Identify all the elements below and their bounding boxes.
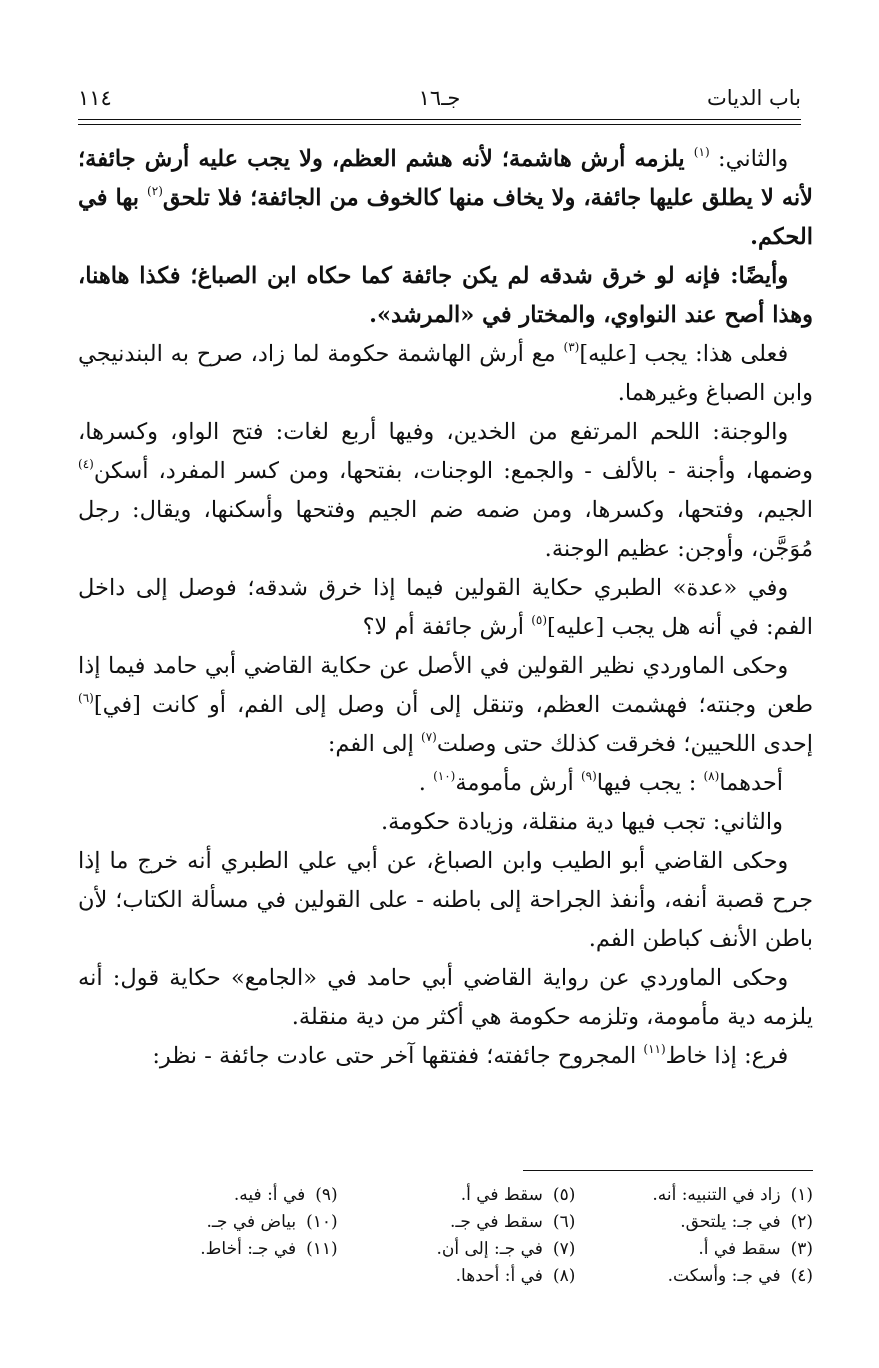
paragraph-6: وحكى الماوردي نظير القولين في الأصل عن حكاية القاضي أبي حامد فيما إذا طعن وجنته؛ فهشمت العظم، وتنقل إلى أن وصل إلى الفم، أو كانت [في]$^{(٦)}$ إحدى اللحيين؛ فخرقت كذلك حتى وصلت$^{(٧)}$ إلى الفم: <box>78 653 813 757</box>
header-rule-bottom <box>78 124 801 125</box>
paragraph-2: وأيضًا: فإنه لو خرق شدقه لم يكن جائفة كما حكاه ابن الصباغ؛ فكذا هاهنا، وهذا أصح عند النواوي، والمختار في «المرشد». <box>78 263 813 328</box>
footnote-ref[interactable]: (٦) <box>78 691 94 705</box>
footnote-ref[interactable]: (٢) <box>147 184 163 198</box>
footnote-ref[interactable]: (١٠) <box>433 769 456 783</box>
paragraph-10: وحكى الماوردي عن رواية القاضي أبي حامد في «الجامع» حكاية قول: أنه يلزمه دية مأمومة، وتلزمه حكومة هي أكثر من دية منقلة. <box>78 965 813 1030</box>
footnote-ref[interactable]: (٣) <box>563 340 580 354</box>
main-text <box>78 140 813 1076</box>
volume-label: جـ١٦ <box>418 86 461 110</box>
footnote-ref[interactable]: (٩) <box>580 769 597 783</box>
footnote-separator <box>523 1170 813 1171</box>
paragraph-1: والثاني: $^{(١)}$ يلزمه أرش هاشمة؛ لأنه هشم العظم، ولا يجب عليه أرش جائفة؛ لأنه لا يطلق عليها جائفة، ولا يخاف منها كالخوف من الجائفة؛ فلا تلحق$^{(٢)}$ بها في الحكم. <box>78 145 813 250</box>
running-header <box>78 78 801 118</box>
footnotes <box>120 1182 813 1290</box>
footnote: (٩)في أ: فيه. <box>233 1185 338 1205</box>
footnote-column-1 <box>595 1182 813 1290</box>
footnote: (١٠)بياض في جـ. <box>206 1212 338 1232</box>
footnote: (٢)في جـ: يلتحق. <box>680 1212 813 1232</box>
footnote-ref[interactable]: (٥) <box>531 613 548 627</box>
page-number: ١١٤ <box>78 86 112 110</box>
paragraph-8: والثاني: تجب فيها دية منقلة، وزيادة حكومة. <box>380 809 783 835</box>
paragraph-5: وفي «عدة» الطبري حكاية القولين فيما إذا خرق شدقه؛ فوصل إلى داخل الفم: في أنه هل يجب [عليه]$^{(٥)}$ أرش جائفة أم لا؟ <box>78 575 813 640</box>
footnote: (٨)في أ: أحدها. <box>455 1266 576 1286</box>
footnote: (٣)سقط في أ. <box>698 1239 813 1259</box>
footnote-ref[interactable]: (١١) <box>643 1042 666 1056</box>
paragraph-9: وحكى القاضي أبو الطيب وابن الصباغ، عن أبي علي الطبري أنه خرج ما إذا جرح قصبة أنفه، وأنفذ الجراحة إلى باطنه - على القولين في مسألة الكتاب؛ لأن باطن الأنف كباطن الفم. <box>78 848 813 952</box>
chapter-title: باب الديات <box>707 86 801 110</box>
footnote: (٤)في جـ: وأسكت. <box>667 1266 813 1286</box>
footnote-ref[interactable]: (٧) <box>421 730 437 744</box>
footnote-column-2 <box>358 1182 576 1290</box>
footnote: (٥)سقط في أ. <box>460 1185 576 1205</box>
paragraph-7: أحدهما$^{(٨)}$ : يجب فيها$^{(٩)}$ أرش مأمومة$^{(١٠)}$ . <box>418 769 783 796</box>
paragraph-3: فعلى هذا: يجب [عليه]$^{(٣)}$ مع أرش الهاشمة حكومة لما زاد، صرح به البندنيجي وابن الصباغ وغيرهما. <box>78 340 813 406</box>
paragraph-4: والوجنة: اللحم المرتفع من الخدين، وفيها أربع لغات: فتح الواو، وكسرها، وضمها، وأجنة - بالألف - والجمع: الوجنات، بفتحها، ومن كسر المفرد، أسكن$^{(٤)}$ الجيم، وفتحها، وكسرها، ومن ضمه ضم الجيم وفتحها وأسكنها، ويقال: رجل مُوَجَّن، وأوجن: عظيم الوجنة. <box>78 419 813 562</box>
footnote-ref[interactable]: (٨) <box>703 769 720 783</box>
footnote-ref[interactable]: (٤) <box>78 457 94 471</box>
footnote: (١١)في جـ: أخاط. <box>200 1239 338 1259</box>
footnote-column-3 <box>120 1182 338 1290</box>
footnote: (٦)سقط في جـ. <box>449 1212 576 1232</box>
paragraph-11: فرع: إذا خاط$^{(١١)}$ المجروح جائفته؛ ففتقها آخر حتى عادت جائفة - نظر: <box>152 1042 789 1069</box>
footnote: (٧)في جـ: إلى أن. <box>436 1239 576 1259</box>
footnote-ref[interactable]: (١) <box>693 145 710 159</box>
header-rule-top <box>78 119 801 120</box>
footnote: (١)زاد في التنبيه: أنه. <box>652 1185 813 1205</box>
